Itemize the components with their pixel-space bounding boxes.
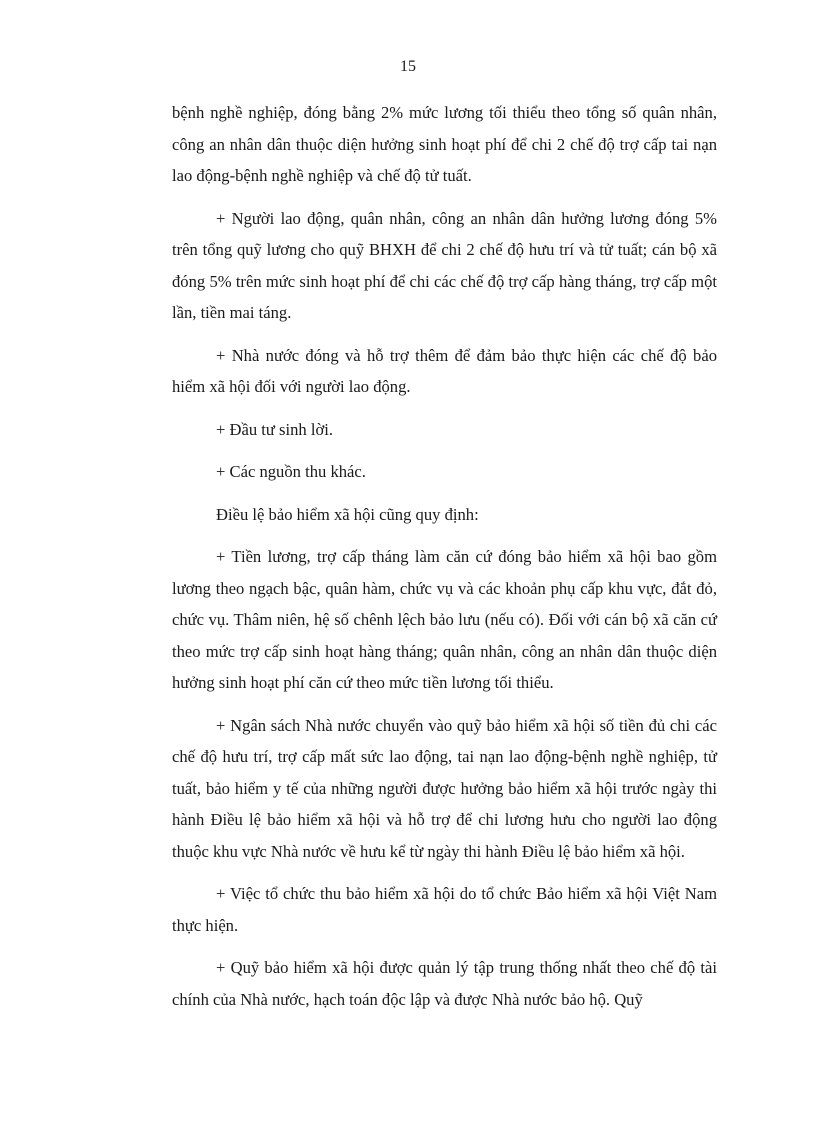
page-number: 15 — [400, 58, 416, 75]
paragraph-employee-contribution: + Người lao động, quân nhân, công an nhân dân hưởng lương đóng 5% trên tổng quỹ lương cho quỹ BHXH để chi 2 chế độ hưu trí và tử tuất; cán bộ xã đóng 5% trên mức sinh hoạt phí để chi các chế độ trợ cấp hàng tháng, trợ cấp một lần, tiền mai táng. — [172, 208, 717, 322]
paragraph-fund-management: + Quỹ bảo hiểm xã hội được quản lý tập trung thống nhất theo chế độ tài chính của Nhà nước, hạch toán độc lập và được Nhà nước bảo hộ. Quỹ — [172, 958, 717, 1009]
paragraph-continued: bệnh nghề nghiệp, đóng bằng 2% mức lương tối thiểu theo tổng số quân nhân, công an nhân dân thuộc diện hưởng sinh hoạt phí để chi 2 chế độ trợ cấp tai nạn lao động-bệnh nghề nghiệp và chế độ tử tuất. — [172, 103, 717, 185]
paragraph-investment: + Đầu tư sinh lời. — [216, 419, 334, 439]
paragraph-collection: + Việc tổ chức thu bảo hiểm xã hội do tổ chức Bảo hiểm xã hội Việt Nam thực hiện. — [172, 884, 717, 935]
document-body — [172, 97, 717, 1026]
paragraph-regulation-intro: Điều lệ bảo hiểm xã hội cũng quy định: — [216, 504, 479, 524]
paragraph-salary-basis: + Tiền lương, trợ cấp tháng làm căn cứ đóng bảo hiểm xã hội bao gồm lương theo ngạch bậc, quân hàm, chức vụ và các khoản phụ cấp khu vực, đắt đỏ, chức vụ. Thâm niên, hệ số chênh lệch bảo lưu (nếu có). Đối với cán bộ xã căn cứ theo mức trợ cấp sinh hoạt hàng tháng; quân nhân, công an nhân dân thuộc diện hưởng sinh hoạt phí căn cứ theo mức tiền lương tối thiểu. — [172, 547, 717, 692]
paragraph-other-sources: + Các nguồn thu khác. — [216, 462, 366, 481]
paragraph-state-budget: + Ngân sách Nhà nước chuyển vào quỹ bảo hiểm xã hội số tiền đủ chi các chế độ hưu trí, trợ cấp mất sức lao động, tai nạn lao động-bệnh nghề nghiệp, tử tuất, bảo hiểm y tế của những người được hưởng bảo hiểm xã hội trước ngày thi hành Điều lệ bảo hiểm xã hội và hỗ trợ để chi lương hưu cho người lao động thuộc khu vực Nhà nước về hưu kể từ ngày thi hành Điều lệ bảo hiểm xã hội. — [172, 715, 717, 861]
paragraph-state-support: + Nhà nước đóng và hỗ trợ thêm để đảm bảo thực hiện các chế độ bảo hiểm xã hội đối với người lao động. — [172, 345, 717, 396]
